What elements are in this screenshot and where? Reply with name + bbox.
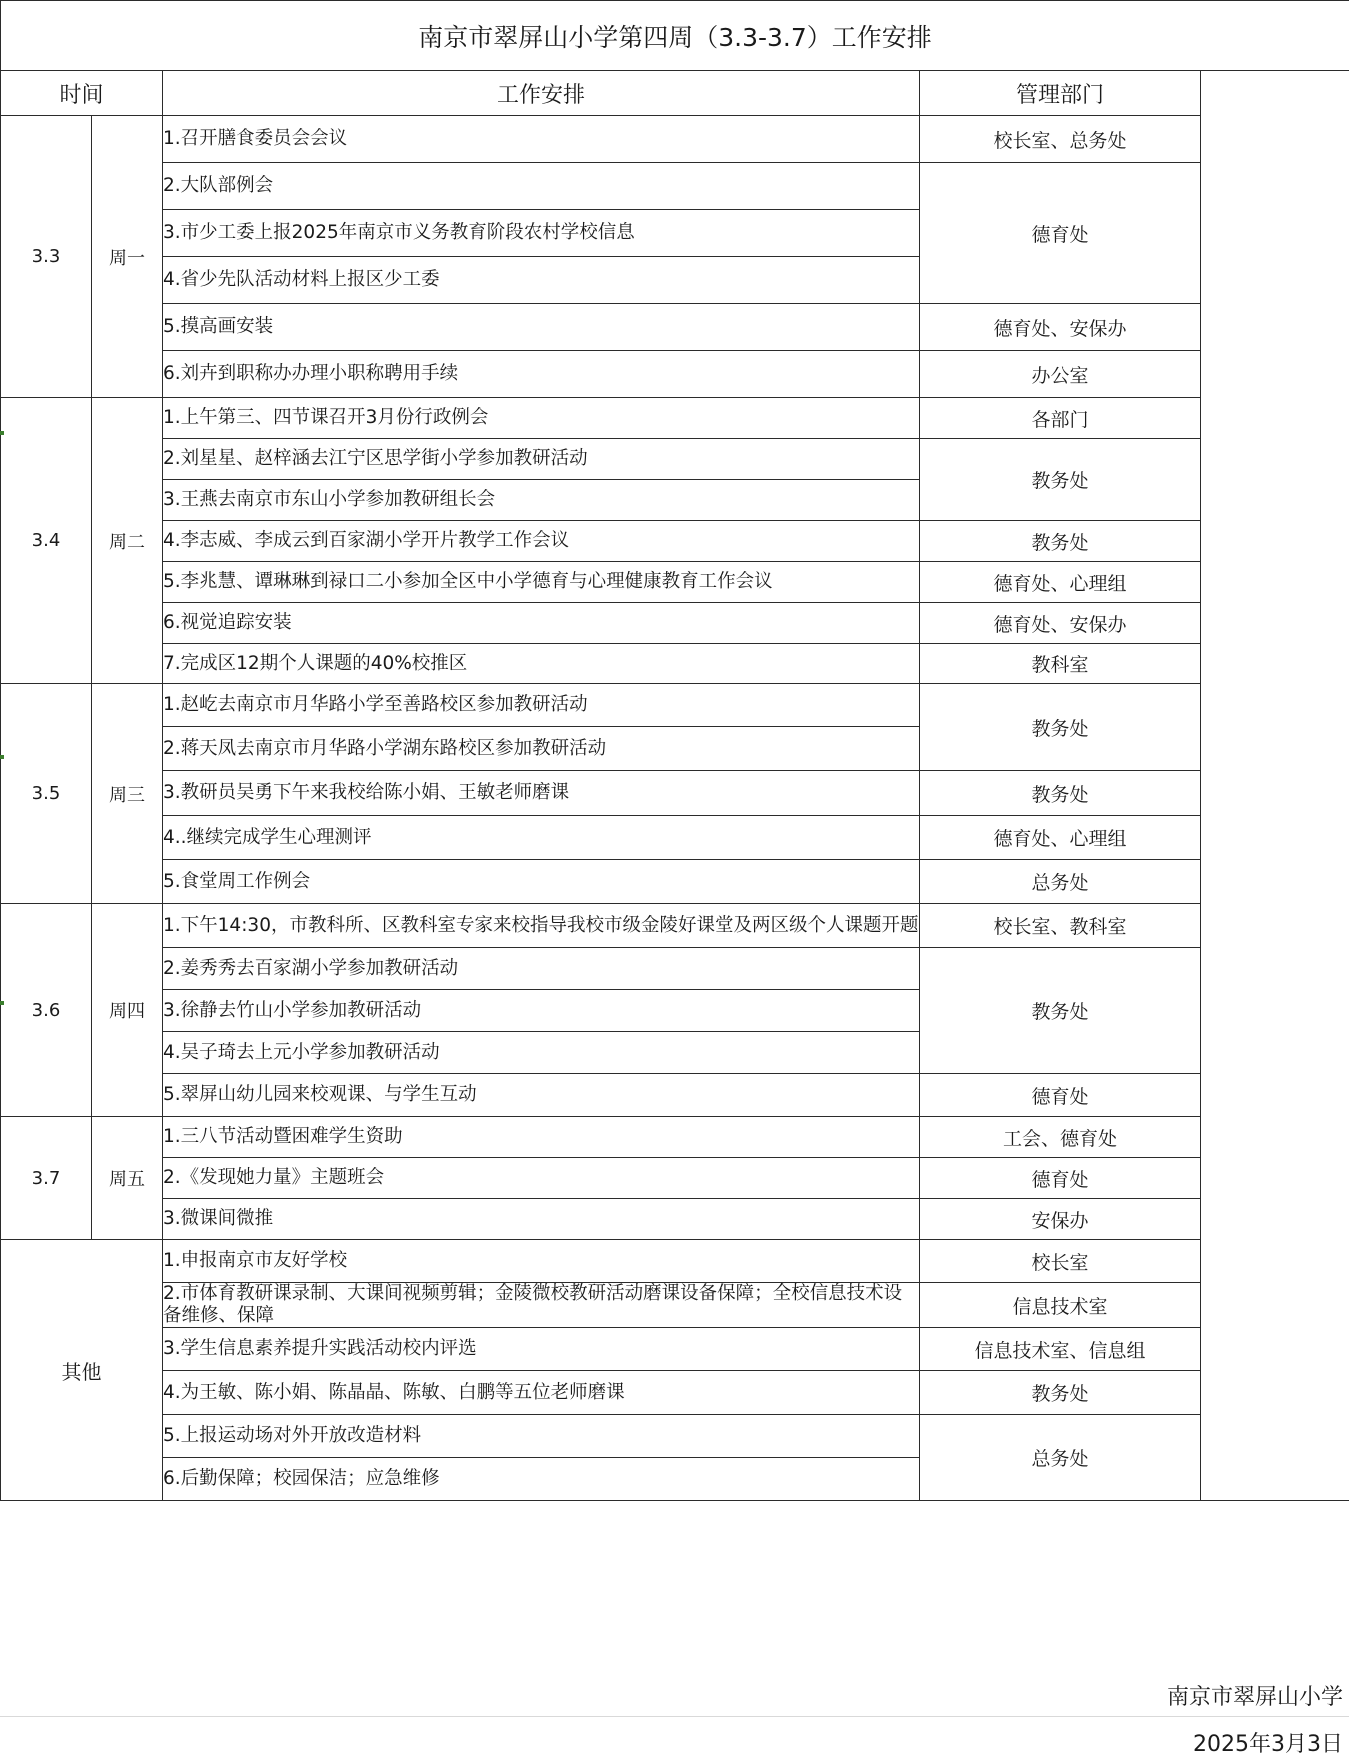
task-cell: 3.徐静去竹山小学参加教研活动: [163, 990, 920, 1032]
task-cell: 3.市少工委上报2025年南京市义务教育阶段农村学校信息: [163, 210, 920, 257]
task-cell: 4.李志威、李成云到百家湖小学开片教学工作会议: [163, 521, 920, 562]
dept-cell: 教科室: [920, 644, 1201, 684]
task-cell: 5.李兆慧、谭琳琳到禄口二小参加全区中小学德育与心理健康教育工作会议: [163, 562, 920, 603]
dept-cell: 德育处、安保办: [920, 304, 1201, 351]
dept-cell: 总务处: [920, 860, 1201, 904]
table-row: [1, 948, 1349, 990]
task-cell: 3.微课间微推: [163, 1199, 920, 1240]
date-cell: 3.5: [1, 684, 92, 904]
footer-date: 2025年3月3日: [1193, 1732, 1343, 1757]
header-work: 工作安排: [163, 71, 920, 116]
dept-cell: 总务处: [920, 1415, 1201, 1501]
dept-cell: 信息技术室: [920, 1283, 1201, 1328]
table-row: [1, 1415, 1349, 1458]
task-cell: 5.上报运动场对外开放改造材料: [163, 1415, 920, 1458]
task-cell: 2.《发现她力量》主题班会: [163, 1158, 920, 1199]
dept-cell: 德育处、安保办: [920, 603, 1201, 644]
cell-marker: [0, 755, 4, 759]
table-row: [1, 398, 1349, 439]
table-row: [1, 163, 1349, 210]
dept-cell: 校长室: [920, 1240, 1201, 1283]
table-row: [1, 860, 1349, 904]
page-title: 南京市翠屏山小学第四周（3.3-3.7）工作安排: [1, 1, 1349, 71]
header-dept: 管理部门: [920, 71, 1201, 116]
dept-cell: 办公室: [920, 351, 1201, 398]
dept-cell: 工会、德育处: [920, 1117, 1201, 1158]
cell-marker: [0, 1001, 4, 1005]
header-time: 时间: [1, 71, 163, 116]
weekday-cell: 周二: [92, 398, 163, 684]
task-cell: 1.下午14:30，市教科所、区教科室专家来校指导我校市级金陵好课堂及两区级个人课题开题: [163, 904, 920, 948]
date-cell: 3.6: [1, 904, 92, 1117]
task-cell: 4.省少先队活动材料上报区少工委: [163, 257, 920, 304]
weekday-cell: 周五: [92, 1117, 163, 1240]
dept-cell: 各部门: [920, 398, 1201, 439]
task-cell: 1.赵屹去南京市月华路小学至善路校区参加教研活动: [163, 684, 920, 727]
task-cell: 3.王燕去南京市东山小学参加教研组长会: [163, 480, 920, 521]
table-row: [1, 603, 1349, 644]
table-row: [1, 304, 1349, 351]
task-cell: 4.为王敏、陈小娟、陈晶晶、陈敏、白鹏等五位老师磨课: [163, 1371, 920, 1415]
weekday-cell: 周四: [92, 904, 163, 1117]
dept-cell: 教务处: [920, 684, 1201, 771]
task-cell: 2.姜秀秀去百家湖小学参加教研活动: [163, 948, 920, 990]
weekday-cell: 周三: [92, 684, 163, 904]
task-cell: 1.申报南京市友好学校: [163, 1240, 920, 1283]
dept-cell: 德育处: [920, 163, 1201, 304]
dept-cell: 校长室、教科室: [920, 904, 1201, 948]
dept-cell: 德育处: [920, 1074, 1201, 1117]
footer-school: 南京市翠屏山小学: [1166, 1685, 1343, 1710]
dept-cell: 德育处、心理组: [920, 816, 1201, 860]
table-row: [1, 684, 1349, 727]
other-label-cell: 其他: [1, 1240, 163, 1501]
table-row: [1, 116, 1349, 163]
task-cell: 2.蒋天凤去南京市月华路小学湖东路校区参加教研活动: [163, 727, 920, 771]
dept-cell: 教务处: [920, 1371, 1201, 1415]
table-row: [1, 816, 1349, 860]
task-cell: 6.后勤保障；校园保洁；应急维修: [163, 1458, 920, 1501]
task-cell: 5.食堂周工作例会: [163, 860, 920, 904]
dept-cell: 信息技术室、信息组: [920, 1328, 1201, 1371]
table-row: [1, 351, 1349, 398]
dept-cell: 德育处、心理组: [920, 562, 1201, 603]
task-cell: 2.大队部例会: [163, 163, 920, 210]
date-cell: 3.3: [1, 116, 92, 398]
table-row: [1, 1328, 1349, 1371]
dept-cell: 教务处: [920, 439, 1201, 521]
table-row: [1, 904, 1349, 948]
table-row: [1, 1074, 1349, 1117]
task-cell: 1.召开膳食委员会会议: [163, 116, 920, 163]
dept-cell: 教务处: [920, 521, 1201, 562]
table-row: [1, 439, 1349, 480]
task-cell: 4.吴子琦去上元小学参加教研活动: [163, 1032, 920, 1074]
dept-cell: 安保办: [920, 1199, 1201, 1240]
task-cell: 1.三八节活动暨困难学生资助: [163, 1117, 920, 1158]
weekday-cell: 周一: [92, 116, 163, 398]
table-row: [1, 1158, 1349, 1199]
cell-marker: [0, 431, 4, 435]
table-row: [1, 1199, 1349, 1240]
dept-cell: 教务处: [920, 771, 1201, 816]
right-margin: [1201, 71, 1349, 1501]
table-row: [1, 771, 1349, 816]
dept-cell: 校长室、总务处: [920, 116, 1201, 163]
task-cell: 5.翠屏山幼儿园来校观课、与学生互动: [163, 1074, 920, 1117]
table-row: [1, 1117, 1349, 1158]
task-cell: 5.摸高画安装: [163, 304, 920, 351]
table-row: [1, 1283, 1349, 1328]
task-cell: 6.视觉追踪安装: [163, 603, 920, 644]
task-cell: 6.刘卉到职称办办理小职称聘用手续: [163, 351, 920, 398]
task-cell: 4..继续完成学生心理测评: [163, 816, 920, 860]
dept-cell: 教务处: [920, 948, 1201, 1074]
task-cell: 3.学生信息素养提升实践活动校内评选: [163, 1328, 920, 1371]
task-cell: 3.教研员吴勇下午来我校给陈小娟、王敏老师磨课: [163, 771, 920, 816]
task-cell: 1.上午第三、四节课召开3月份行政例会: [163, 398, 920, 439]
table-row: [1, 562, 1349, 603]
date-cell: 3.4: [1, 398, 92, 684]
table-row: [1, 1371, 1349, 1415]
task-cell: 2.刘星星、赵梓涵去江宁区思学街小学参加教研活动: [163, 439, 920, 480]
table-row: [1, 1240, 1349, 1283]
task-cell: 2.市体育教研课录制、大课间视频剪辑；金陵微校教研活动磨课设备保障；全校信息技术设备维修、保障: [163, 1283, 920, 1328]
table-row: [1, 644, 1349, 684]
table-row: [1, 521, 1349, 562]
dept-cell: 德育处: [920, 1158, 1201, 1199]
task-cell: 7.完成区12期个人课题的40%校推区: [163, 644, 920, 684]
footer-divider: [0, 1716, 1349, 1717]
date-cell: 3.7: [1, 1117, 92, 1240]
